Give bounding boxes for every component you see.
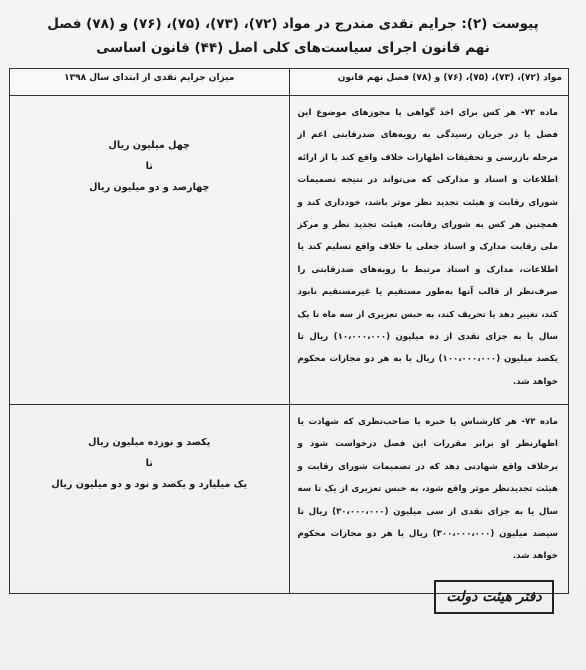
title-line-2: نهم قانون اجرای سیاست‌های کلی اصل (۴۴) قانون اساسی [96, 40, 490, 56]
header-penalty-amount: میزان جرایم نقدی از ابتدای سال ۱۳۹۸ [10, 69, 290, 96]
penalty-min: چهل میلیون ریال [108, 140, 190, 151]
penalty-min: یکصد و نوزده میلیون ریال [88, 437, 211, 448]
title-line-1: پیوست (۲): جرایم نقدی مندرج در مواد (۷۲)، (۷۳)، (۷۵)، (۷۶) و (۷۸) فصل [47, 16, 539, 32]
law-text-article-73: ماده ۷۳- هر کارشناس یا خبره یا صاحب‌نظری که شهادت یا اظهارنظر او برابر مقررات این فصل درخواست شود و برخلاف واقع شهادتی دهد که در تصمیمات شورای رقابت و هیئت تجدیدنظر موثر واقع شود، به حبس تعزیری از یک تا سه سال یا به جزای نقدی از سی میلیون (۳۰،۰۰۰،۰۰۰) ریال تا سیصد میلیون (۳۰۰،۰۰۰،۰۰۰) ریال یا هر دو مجازات محکوم خواهد شد. [289, 405, 569, 594]
table-row [10, 405, 569, 594]
document-title [20, 12, 566, 60]
penalty-max: چهارصد و دو میلیون ریال [89, 182, 210, 193]
table-row [10, 96, 569, 405]
penalty-cell-article-73 [10, 405, 290, 594]
penalty-cell-article-72 [10, 96, 290, 405]
government-office-stamp: دفتر هیئت دولت [434, 580, 554, 614]
penalty-to: تا [145, 458, 153, 469]
penalty-table [9, 68, 569, 594]
header-law-articles: مواد (۷۲)، (۷۳)، (۷۵)، (۷۶) و (۷۸) فصل نهم قانون [289, 69, 569, 96]
penalty-max: یک میلیارد و یکصد و نود و دو میلیون ریال [51, 479, 248, 490]
penalty-to: تا [145, 161, 153, 172]
table-header-row [10, 69, 569, 96]
law-text-article-72: ماده ۷۲- هر کس برای اخذ گواهی یا مجوزهای موضوع این فصل یا در جریان رسیدگی به رویه‌های ضدرقابتی اعم از مرحله بازرسی و تحقیقات اظهارات خلاف واقع کند یا از ارائه اطلاعات و اسناد و مدارکی که می‌تواند در نتیجه تصمیمات شورای رقابت و هیئت تجدید نظر موثر باشد، خودداری کند و همچنین هر کس به شورای رقابت، هیئت تجدید نظر و مرکز ملی رقابت مدارک و اسناد جعلی یا خلاف واقع تسلیم کند یا اطلاعات، مدارک و اسناد مرتبط با رویه‌های ضدرقابتی را صرف‌نظر از قالب آنها به‌طور مستقیم یا غیرمستقیم نابود کند، تغییر دهد یا تحریف کند، به حبس تعزیری از سه ماه تا یک سال یا به جزای نقدی از ده میلیون (۱۰،۰۰۰،۰۰۰) ریال تا یکصد میلیون (۱۰۰،۰۰۰،۰۰۰) ریال یا به هر دو مجازات محکوم خواهد شد. [289, 96, 569, 405]
